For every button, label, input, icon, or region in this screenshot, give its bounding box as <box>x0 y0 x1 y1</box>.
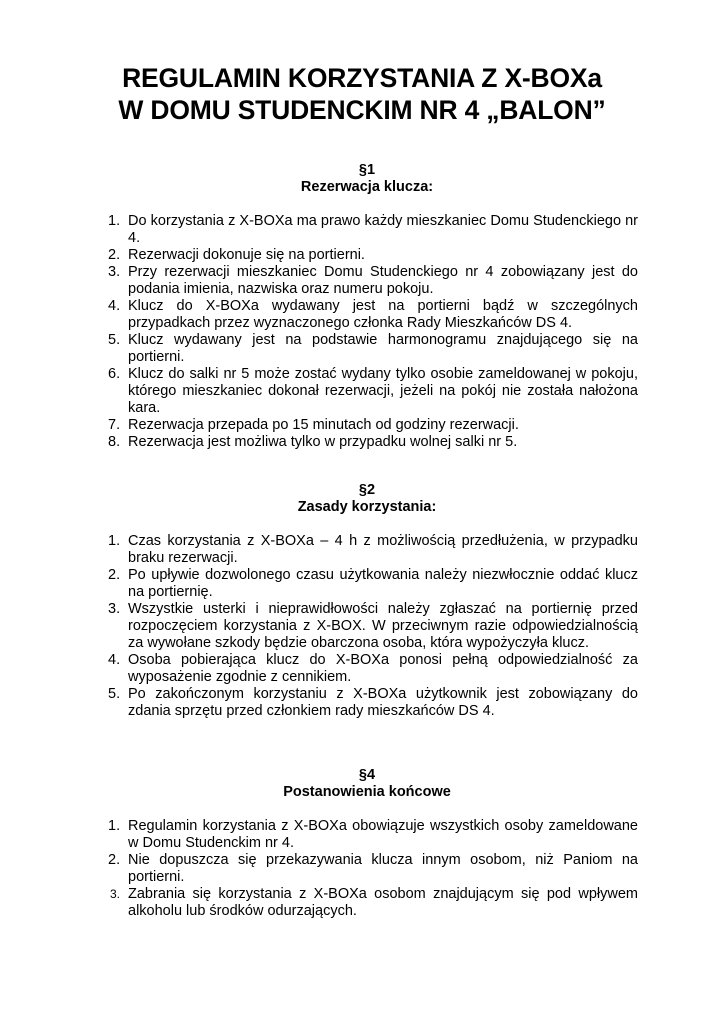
list-item <box>96 601 638 652</box>
section-number: §1 <box>358 162 376 178</box>
section-4-list <box>96 818 638 920</box>
item-text: Osoba pobierająca klucz do X-BOXa ponosi pełną odpowiedzialność za wyposażenie zgodnie z cennikiem. <box>128 652 638 685</box>
title-line-2: W DOMU STUDENCKIM NR 4 „BALON” <box>118 95 606 125</box>
item-number: 2. <box>108 852 121 868</box>
item-number: 3. <box>108 601 121 617</box>
item-text: Do korzystania z X-BOXa ma prawo każdy mieszkaniec Domu Studenckiego nr 4. <box>128 213 638 246</box>
item-text: Regulamin korzystania z X-BOXa obowiązuje wszystkich osoby zameldowane w Domu Studenckim nr 4. <box>128 818 638 851</box>
item-text: Czas korzystania z X-BOXa – 4 h z możliwością przedłużenia, w przypadku braku rezerwacji. <box>128 533 638 566</box>
item-number: 2. <box>108 567 121 583</box>
section-2-list <box>96 533 638 720</box>
item-number: 5. <box>108 686 121 702</box>
list-item <box>96 434 638 451</box>
item-text: Przy rezerwacji mieszkaniec Domu Studenckiego nr 4 zobowiązany jest do podania imienia, nazwiska oraz numeru pokoju. <box>128 264 638 297</box>
list-item <box>96 247 638 264</box>
item-text: Rezerwacja jest możliwa tylko w przypadku wolnej salki nr 5. <box>128 434 518 450</box>
section-heading: Postanowienia końcowe <box>283 784 451 800</box>
document-title <box>40 62 684 126</box>
list-item <box>96 332 638 366</box>
section-heading: Rezerwacja klucza: <box>300 179 434 195</box>
list-item <box>96 818 638 852</box>
section-number: §2 <box>358 482 376 498</box>
item-text: Klucz wydawany jest na podstawie harmonogramu znajdującego się na portierni. <box>128 332 638 365</box>
list-item <box>96 533 638 567</box>
section-heading: Zasady korzystania: <box>297 499 437 515</box>
list-item <box>96 213 638 247</box>
list-item <box>96 298 638 332</box>
item-text: Nie dopuszcza się przekazywania klucza innym osobom, niż Paniom na portierni. <box>128 852 638 885</box>
item-number: 4. <box>108 652 121 668</box>
section-4 <box>96 767 638 920</box>
item-text: Zabrania się korzystania z X-BOXa osobom znajdującym się pod wpływem alkoholu lub środków odurzających. <box>128 886 638 919</box>
item-number: 7. <box>108 417 121 433</box>
list-item <box>96 264 638 298</box>
section-1-list <box>96 213 638 451</box>
item-number: 3. <box>108 264 121 280</box>
section-1 <box>96 162 638 451</box>
item-text: Klucz do X-BOXa wydawany jest na portierni bądź w szczególnych przypadkach przez wyznaczonego członka Rady Mieszkańców DS 4. <box>128 298 638 331</box>
list-item <box>96 686 638 720</box>
item-number: 6. <box>108 366 121 382</box>
list-item <box>96 652 638 686</box>
item-number: 5. <box>108 332 121 348</box>
list-item <box>96 366 638 417</box>
list-item <box>96 417 638 434</box>
list-item <box>96 567 638 601</box>
item-number: 1. <box>108 533 121 549</box>
item-number: 8. <box>108 434 121 450</box>
list-item <box>96 886 638 920</box>
item-number: 4. <box>108 298 121 314</box>
item-text: Po zakończonym korzystaniu z X-BOXa użytkownik jest zobowiązany do zdania sprzętu przed członkiem rady mieszkańców DS 4. <box>128 686 638 719</box>
item-number: 1. <box>108 213 121 229</box>
item-text: Po upływie dozwolonego czasu użytkowania należy niezwłocznie oddać klucz na portiernię. <box>128 567 638 600</box>
item-number: 3. <box>110 887 121 901</box>
title-line-1: REGULAMIN KORZYSTANIA Z X-BOXa <box>122 63 602 93</box>
item-number: 1. <box>108 818 121 834</box>
item-text: Rezerwacji dokonuje się na portierni. <box>128 247 365 263</box>
list-item <box>96 852 638 886</box>
item-text: Rezerwacja przepada po 15 minutach od godziny rezerwacji. <box>128 417 519 433</box>
item-text: Wszystkie usterki i nieprawidłowości należy zgłaszać na portiernię przed rozpoczęciem korzystania z X-BOX. W przeciwnym razie odpowiedzialnością za wywołane szkody będzie obarczona osoba, która wypożyczyła klucz. <box>128 601 638 651</box>
section-number: §4 <box>358 767 376 783</box>
item-text: Klucz do salki nr 5 może zostać wydany tylko osobie zameldowanej w pokoju, którego mieszkaniec dokonał rezerwacji, jeżeli na pokój nie została nałożona kara. <box>128 366 638 416</box>
section-2 <box>96 482 638 720</box>
item-number: 2. <box>108 247 121 263</box>
